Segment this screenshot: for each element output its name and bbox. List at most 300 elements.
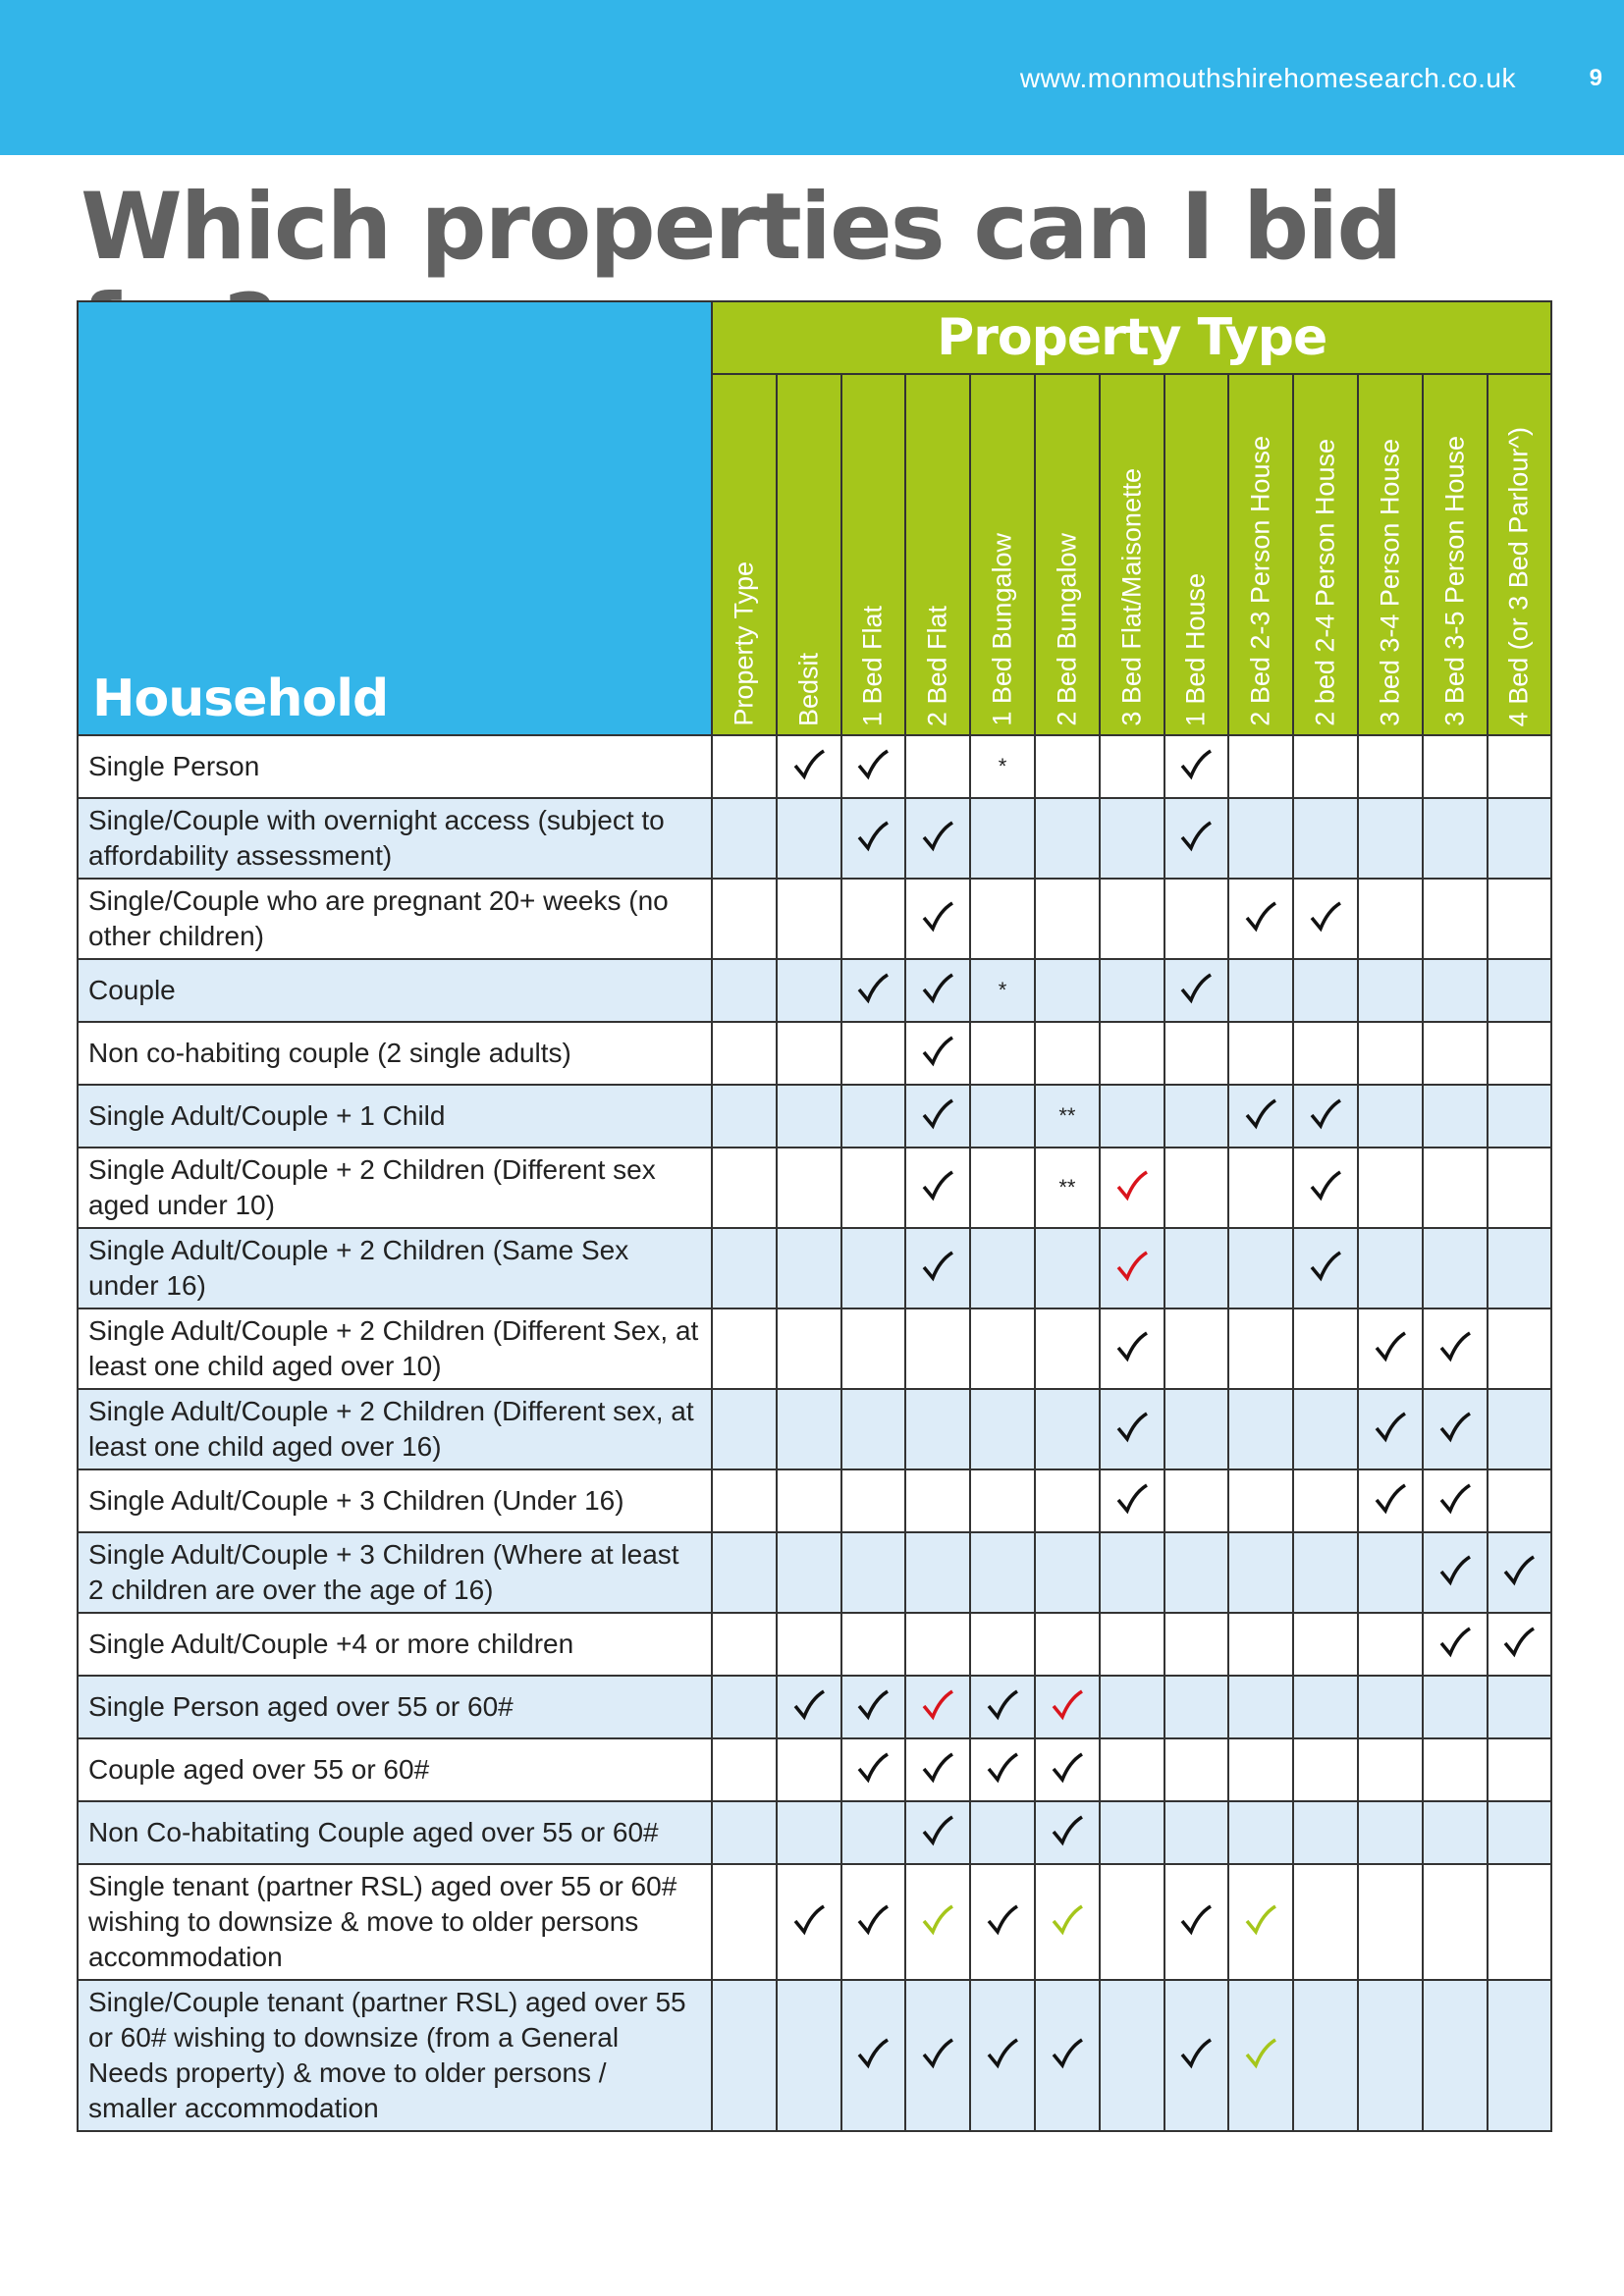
column-header-label: 4 Bed (or 3 Bed Parlour^) <box>1503 426 1534 726</box>
eligibility-cell <box>1164 879 1229 959</box>
eligibility-cell <box>970 1308 1035 1389</box>
eligibility-cell <box>1035 1389 1100 1469</box>
check-icon <box>1114 1410 1150 1445</box>
eligibility-cell <box>970 1532 1035 1613</box>
eligibility-cell <box>1164 1676 1229 1738</box>
eligibility-cell <box>777 798 841 879</box>
eligibility-cell <box>841 735 906 798</box>
eligibility-cell <box>1228 1532 1293 1613</box>
column-header-label: Bedsit <box>793 652 824 726</box>
check-icon <box>1178 1902 1214 1938</box>
check-icon <box>1501 1625 1537 1660</box>
eligibility-cell <box>777 1469 841 1532</box>
eligibility-cell <box>777 1864 841 1980</box>
eligibility-cell <box>1164 1022 1229 1085</box>
check-icon <box>920 1750 955 1786</box>
household-type-label: Single/Couple tenant (partner RSL) aged over 55 or 60# wishing to downsize (from a General Needs property) & move to older persons / smaller accommodation <box>78 1980 712 2131</box>
check-icon <box>1178 971 1214 1006</box>
eligibility-cell <box>1035 1085 1100 1148</box>
eligibility-cell <box>1358 1469 1423 1532</box>
check-icon <box>985 1750 1020 1786</box>
eligibility-cell <box>1228 1308 1293 1389</box>
eligibility-cell <box>1358 1148 1423 1228</box>
household-type-label: Single Adult/Couple + 2 Children (Different sex aged under 10) <box>78 1148 712 1228</box>
eligibility-cell <box>1100 1308 1164 1389</box>
eligibility-cell <box>1228 1801 1293 1864</box>
eligibility-cell <box>970 959 1035 1022</box>
eligibility-cell <box>712 1148 777 1228</box>
eligibility-cell <box>970 1148 1035 1228</box>
eligibility-cell <box>905 1469 970 1532</box>
eligibility-cell <box>1488 798 1552 879</box>
eligibility-cell <box>1100 1801 1164 1864</box>
column-header <box>1293 374 1358 735</box>
table-row <box>78 1980 1551 2131</box>
eligibility-cell <box>1035 1676 1100 1738</box>
table-row <box>78 1532 1551 1613</box>
eligibility-cell <box>777 1022 841 1085</box>
column-header <box>841 374 906 735</box>
check-icon <box>1114 1481 1150 1517</box>
eligibility-cell <box>712 1308 777 1389</box>
eligibility-cell <box>905 1085 970 1148</box>
eligibility-cell <box>1228 735 1293 798</box>
eligibility-cell <box>970 1613 1035 1676</box>
table-row <box>78 959 1551 1022</box>
eligibility-cell <box>1293 1389 1358 1469</box>
eligibility-cell <box>970 1469 1035 1532</box>
eligibility-cell <box>905 1801 970 1864</box>
household-type-label: Couple aged over 55 or 60# <box>78 1738 712 1801</box>
eligibility-cell <box>970 1228 1035 1308</box>
household-header <box>78 301 712 735</box>
eligibility-cell <box>1293 1469 1358 1532</box>
footnote-mark: * <box>998 978 1007 1002</box>
eligibility-cell <box>712 1864 777 1980</box>
eligibility-cell <box>777 879 841 959</box>
eligibility-cell <box>1035 1228 1100 1308</box>
eligibility-cell <box>1228 1980 1293 2131</box>
eligibility-cell <box>1358 1676 1423 1738</box>
eligibility-cell <box>1293 1676 1358 1738</box>
check-icon <box>1050 1750 1085 1786</box>
check-icon <box>1373 1481 1408 1517</box>
check-icon <box>855 1750 891 1786</box>
eligibility-cell <box>1164 1532 1229 1613</box>
check-icon <box>791 1902 827 1938</box>
eligibility-cell <box>712 798 777 879</box>
household-type-label: Single Person aged over 55 or 60# <box>78 1676 712 1738</box>
eligibility-cell <box>1358 959 1423 1022</box>
table-row <box>78 1148 1551 1228</box>
eligibility-cell <box>1293 735 1358 798</box>
eligibility-cell <box>1423 1469 1488 1532</box>
eligibility-cell <box>970 1738 1035 1801</box>
eligibility-cell <box>1228 1864 1293 1980</box>
column-header <box>1164 374 1229 735</box>
eligibility-cell <box>1423 1022 1488 1085</box>
check-icon <box>1437 1410 1473 1445</box>
eligibility-cell <box>712 1389 777 1469</box>
eligibility-cell <box>1423 1532 1488 1613</box>
check-icon <box>985 2036 1020 2071</box>
eligibility-cell <box>970 735 1035 798</box>
check-icon <box>1050 1813 1085 1848</box>
eligibility-cell <box>1035 959 1100 1022</box>
column-header <box>905 374 970 735</box>
column-header <box>1228 374 1293 735</box>
eligibility-cell <box>1293 1613 1358 1676</box>
check-icon <box>855 747 891 782</box>
eligibility-cell <box>841 1801 906 1864</box>
column-header-label: 2 bed 2-4 Person House <box>1310 439 1340 726</box>
column-header-label: 3 Bed Flat/Maisonette <box>1116 468 1147 726</box>
eligibility-cell <box>970 1801 1035 1864</box>
eligibility-cell <box>970 1980 1035 2131</box>
table-row <box>78 1308 1551 1389</box>
eligibility-cell <box>777 1801 841 1864</box>
eligibility-cell <box>1035 1980 1100 2131</box>
eligibility-cell <box>1228 1676 1293 1738</box>
eligibility-cell <box>1358 1613 1423 1676</box>
eligibility-cell <box>1293 1980 1358 2131</box>
eligibility-cell <box>1423 1864 1488 1980</box>
eligibility-cell <box>970 879 1035 959</box>
household-type-label: Single tenant (partner RSL) aged over 55 or 60# wishing to downsize & move to older persons accommodation <box>78 1864 712 1980</box>
column-header <box>1488 374 1552 735</box>
check-icon <box>920 819 955 854</box>
eligibility-cell <box>841 1469 906 1532</box>
page-title: Which properties can I bid <box>81 174 1401 281</box>
eligibility-cell <box>1423 1801 1488 1864</box>
eligibility-cell <box>905 1738 970 1801</box>
table-row <box>78 1801 1551 1864</box>
table-row <box>78 1738 1551 1801</box>
table-row <box>78 1469 1551 1532</box>
eligibility-cell <box>1164 1738 1229 1801</box>
eligibility-cell <box>1293 1085 1358 1148</box>
eligibility-cell <box>1035 1738 1100 1801</box>
eligibility-cell <box>1488 1022 1552 1085</box>
eligibility-cell <box>712 1676 777 1738</box>
eligibility-cell <box>1164 1085 1229 1148</box>
check-icon <box>1437 1553 1473 1588</box>
eligibility-cell <box>1164 735 1229 798</box>
eligibility-cell <box>1293 1022 1358 1085</box>
eligibility-cell <box>1423 1308 1488 1389</box>
check-icon <box>985 1902 1020 1938</box>
eligibility-cell <box>1228 1389 1293 1469</box>
check-icon <box>920 1096 955 1132</box>
eligibility-cell <box>1293 1864 1358 1980</box>
eligibility-cell <box>1100 959 1164 1022</box>
eligibility-cell <box>1228 1085 1293 1148</box>
check-icon <box>855 1687 891 1723</box>
column-header <box>970 374 1035 735</box>
table-row <box>78 1676 1551 1738</box>
household-type-label: Non co-habiting couple (2 single adults) <box>78 1022 712 1085</box>
eligibility-cell <box>777 735 841 798</box>
check-icon <box>1178 819 1214 854</box>
eligibility-cell <box>1100 1148 1164 1228</box>
eligibility-cell <box>1228 1228 1293 1308</box>
eligibility-cell <box>1228 879 1293 959</box>
eligibility-cell <box>905 1532 970 1613</box>
eligibility-cell <box>1358 798 1423 879</box>
check-icon <box>920 1249 955 1284</box>
eligibility-cell <box>841 959 906 1022</box>
eligibility-cell <box>712 1532 777 1613</box>
eligibility-cell <box>1228 1148 1293 1228</box>
table-row <box>78 1864 1551 1980</box>
eligibility-cell <box>1164 1228 1229 1308</box>
eligibility-cell <box>1358 879 1423 959</box>
eligibility-cell <box>1423 1613 1488 1676</box>
property-type-title: Property Type <box>712 301 1551 374</box>
eligibility-cell <box>712 1801 777 1864</box>
column-header <box>1035 374 1100 735</box>
eligibility-cell <box>777 1738 841 1801</box>
check-icon <box>1437 1329 1473 1364</box>
eligibility-cell <box>1035 1469 1100 1532</box>
eligibility-cell <box>712 735 777 798</box>
table-row <box>78 1085 1551 1148</box>
eligibility-cell <box>1293 879 1358 959</box>
eligibility-cell <box>1100 1980 1164 2131</box>
eligibility-cell <box>841 1676 906 1738</box>
eligibility-cell <box>1293 1308 1358 1389</box>
eligibility-cell <box>841 1148 906 1228</box>
eligibility-cell <box>777 1148 841 1228</box>
eligibility-cell <box>1488 1864 1552 1980</box>
eligibility-cell <box>1100 1228 1164 1308</box>
eligibility-cell <box>712 1469 777 1532</box>
eligibility-cell <box>1423 735 1488 798</box>
eligibility-cell <box>777 1613 841 1676</box>
column-header <box>1358 374 1423 735</box>
eligibility-cell <box>1488 1148 1552 1228</box>
eligibility-cell <box>1488 1613 1552 1676</box>
check-icon <box>1437 1625 1473 1660</box>
eligibility-cell <box>1228 798 1293 879</box>
household-label: Household <box>92 669 389 728</box>
eligibility-cell <box>1423 1085 1488 1148</box>
column-header <box>777 374 841 735</box>
check-icon <box>855 819 891 854</box>
eligibility-cell <box>1164 1980 1229 2131</box>
eligibility-cell <box>1488 1085 1552 1148</box>
column-header-label: Property Type <box>729 561 759 726</box>
household-type-label: Single/Couple with overnight access (subject to affordability assessment) <box>78 798 712 879</box>
eligibility-cell <box>1358 1228 1423 1308</box>
eligibility-cell <box>1488 959 1552 1022</box>
eligibility-cell <box>841 1022 906 1085</box>
eligibility-table <box>77 300 1552 2132</box>
eligibility-cell <box>1358 1738 1423 1801</box>
eligibility-cell <box>1035 1801 1100 1864</box>
column-header-label: 1 Bed House <box>1180 572 1211 726</box>
household-type-label: Single Adult/Couple + 2 Children (Different Sex, at least one child aged over 10) <box>78 1308 712 1389</box>
eligibility-cell <box>1488 1980 1552 2131</box>
eligibility-cell <box>1164 1864 1229 1980</box>
check-icon <box>1178 747 1214 782</box>
household-type-label: Single Person <box>78 735 712 798</box>
table-row <box>78 798 1551 879</box>
check-icon <box>920 1813 955 1848</box>
footnote-mark: ** <box>1058 1175 1076 1200</box>
green-check-icon <box>1243 1902 1278 1938</box>
eligibility-cell <box>1035 1532 1100 1613</box>
eligibility-cell <box>1423 879 1488 959</box>
check-icon <box>1178 2036 1214 2071</box>
eligibility-cell <box>1423 798 1488 879</box>
eligibility-cell <box>712 879 777 959</box>
eligibility-cell <box>777 1085 841 1148</box>
column-header-label: 2 Bed Bungalow <box>1052 533 1082 726</box>
eligibility-cell <box>1035 735 1100 798</box>
eligibility-cell <box>1100 1676 1164 1738</box>
eligibility-cell <box>1100 1738 1164 1801</box>
column-header <box>1423 374 1488 735</box>
eligibility-cell <box>1488 735 1552 798</box>
eligibility-cell <box>1488 1308 1552 1389</box>
eligibility-cell <box>1100 1532 1164 1613</box>
eligibility-cell <box>905 1308 970 1389</box>
footnote-mark: * <box>998 754 1007 778</box>
eligibility-cell <box>1228 959 1293 1022</box>
eligibility-cell <box>970 1085 1035 1148</box>
eligibility-cell <box>841 1228 906 1308</box>
eligibility-cell <box>1100 1613 1164 1676</box>
eligibility-cell <box>712 1738 777 1801</box>
eligibility-cell <box>970 1022 1035 1085</box>
eligibility-cell <box>1164 959 1229 1022</box>
eligibility-cell <box>1358 735 1423 798</box>
table-row <box>78 879 1551 959</box>
eligibility-cell <box>777 959 841 1022</box>
top-banner <box>0 0 1624 155</box>
eligibility-cell <box>841 1532 906 1613</box>
eligibility-cell <box>841 1613 906 1676</box>
eligibility-cell <box>1358 1389 1423 1469</box>
eligibility-cell <box>841 798 906 879</box>
check-icon <box>920 971 955 1006</box>
eligibility-cell <box>1358 1532 1423 1613</box>
eligibility-cell <box>841 1389 906 1469</box>
check-icon <box>791 1687 827 1723</box>
eligibility-cell <box>1423 1228 1488 1308</box>
eligibility-cell <box>1035 798 1100 879</box>
eligibility-cell <box>777 1532 841 1613</box>
eligibility-cell <box>841 1308 906 1389</box>
column-header <box>712 374 777 735</box>
eligibility-cell <box>1423 1676 1488 1738</box>
eligibility-cell <box>841 879 906 959</box>
eligibility-cell <box>970 798 1035 879</box>
eligibility-cell <box>1228 1613 1293 1676</box>
check-icon <box>920 899 955 934</box>
eligibility-cell <box>905 1676 970 1738</box>
eligibility-cell <box>1293 1532 1358 1613</box>
table-row <box>78 735 1551 798</box>
check-icon <box>1308 1168 1343 1203</box>
eligibility-cell <box>1164 1148 1229 1228</box>
column-header-label: 1 Bed Flat <box>857 605 888 726</box>
eligibility-cell <box>1164 1613 1229 1676</box>
eligibility-cell <box>1423 1389 1488 1469</box>
check-icon <box>791 747 827 782</box>
eligibility-cell <box>905 1864 970 1980</box>
column-header <box>1100 374 1164 735</box>
eligibility-cell <box>712 959 777 1022</box>
eligibility-cell <box>1164 1308 1229 1389</box>
eligibility-cell <box>905 735 970 798</box>
column-header-label: 3 Bed 3-5 Person House <box>1439 436 1470 726</box>
eligibility-cell <box>777 1308 841 1389</box>
eligibility-cell <box>1100 1864 1164 1980</box>
check-icon <box>1308 1096 1343 1132</box>
eligibility-cell <box>1358 1022 1423 1085</box>
column-header-label: 2 Bed Flat <box>922 605 952 726</box>
eligibility-cell <box>1358 1864 1423 1980</box>
eligibility-cell <box>1488 1676 1552 1738</box>
column-header-label: 2 Bed 2-3 Person House <box>1245 436 1275 726</box>
eligibility-cell <box>1100 1469 1164 1532</box>
eligibility-cell <box>1100 1389 1164 1469</box>
eligibility-cell <box>1100 798 1164 879</box>
eligibility-cell <box>1358 1801 1423 1864</box>
eligibility-cell <box>1100 879 1164 959</box>
green-check-icon <box>1050 1902 1085 1938</box>
eligibility-cell <box>905 1022 970 1085</box>
eligibility-cell <box>1293 1801 1358 1864</box>
eligibility-cell <box>1035 1613 1100 1676</box>
check-icon <box>1114 1329 1150 1364</box>
check-icon <box>1308 1249 1343 1284</box>
check-icon <box>855 1902 891 1938</box>
eligibility-cell <box>1164 1801 1229 1864</box>
website-url[interactable]: www.monmouthshirehomesearch.co.uk <box>1019 63 1516 93</box>
eligibility-cell <box>905 1389 970 1469</box>
eligibility-cell <box>1228 1738 1293 1801</box>
eligibility-cell <box>1293 1148 1358 1228</box>
check-icon <box>1243 1096 1278 1132</box>
eligibility-cell <box>712 1085 777 1148</box>
eligibility-cell <box>1164 1469 1229 1532</box>
eligibility-cell <box>1100 1022 1164 1085</box>
eligibility-cell <box>1358 1085 1423 1148</box>
eligibility-cell <box>1488 1228 1552 1308</box>
household-type-label: Single Adult/Couple + 3 Children (Under 16) <box>78 1469 712 1532</box>
eligibility-cell <box>1164 798 1229 879</box>
check-icon <box>1501 1553 1537 1588</box>
green-check-icon <box>920 1902 955 1938</box>
eligibility-cell <box>712 1980 777 2131</box>
eligibility-cell <box>905 1148 970 1228</box>
eligibility-cell <box>1293 959 1358 1022</box>
eligibility-cell <box>1100 1085 1164 1148</box>
eligibility-cell <box>1164 1389 1229 1469</box>
eligibility-cell <box>1228 1022 1293 1085</box>
eligibility-cell <box>712 1228 777 1308</box>
eligibility-cell <box>1488 1532 1552 1613</box>
eligibility-cell <box>1228 1469 1293 1532</box>
eligibility-cell <box>777 1676 841 1738</box>
household-type-label: Single Adult/Couple + 2 Children (Same Sex under 16) <box>78 1228 712 1308</box>
eligibility-cell <box>1358 1308 1423 1389</box>
eligibility-cell <box>1423 1738 1488 1801</box>
eligibility-cell <box>1100 735 1164 798</box>
